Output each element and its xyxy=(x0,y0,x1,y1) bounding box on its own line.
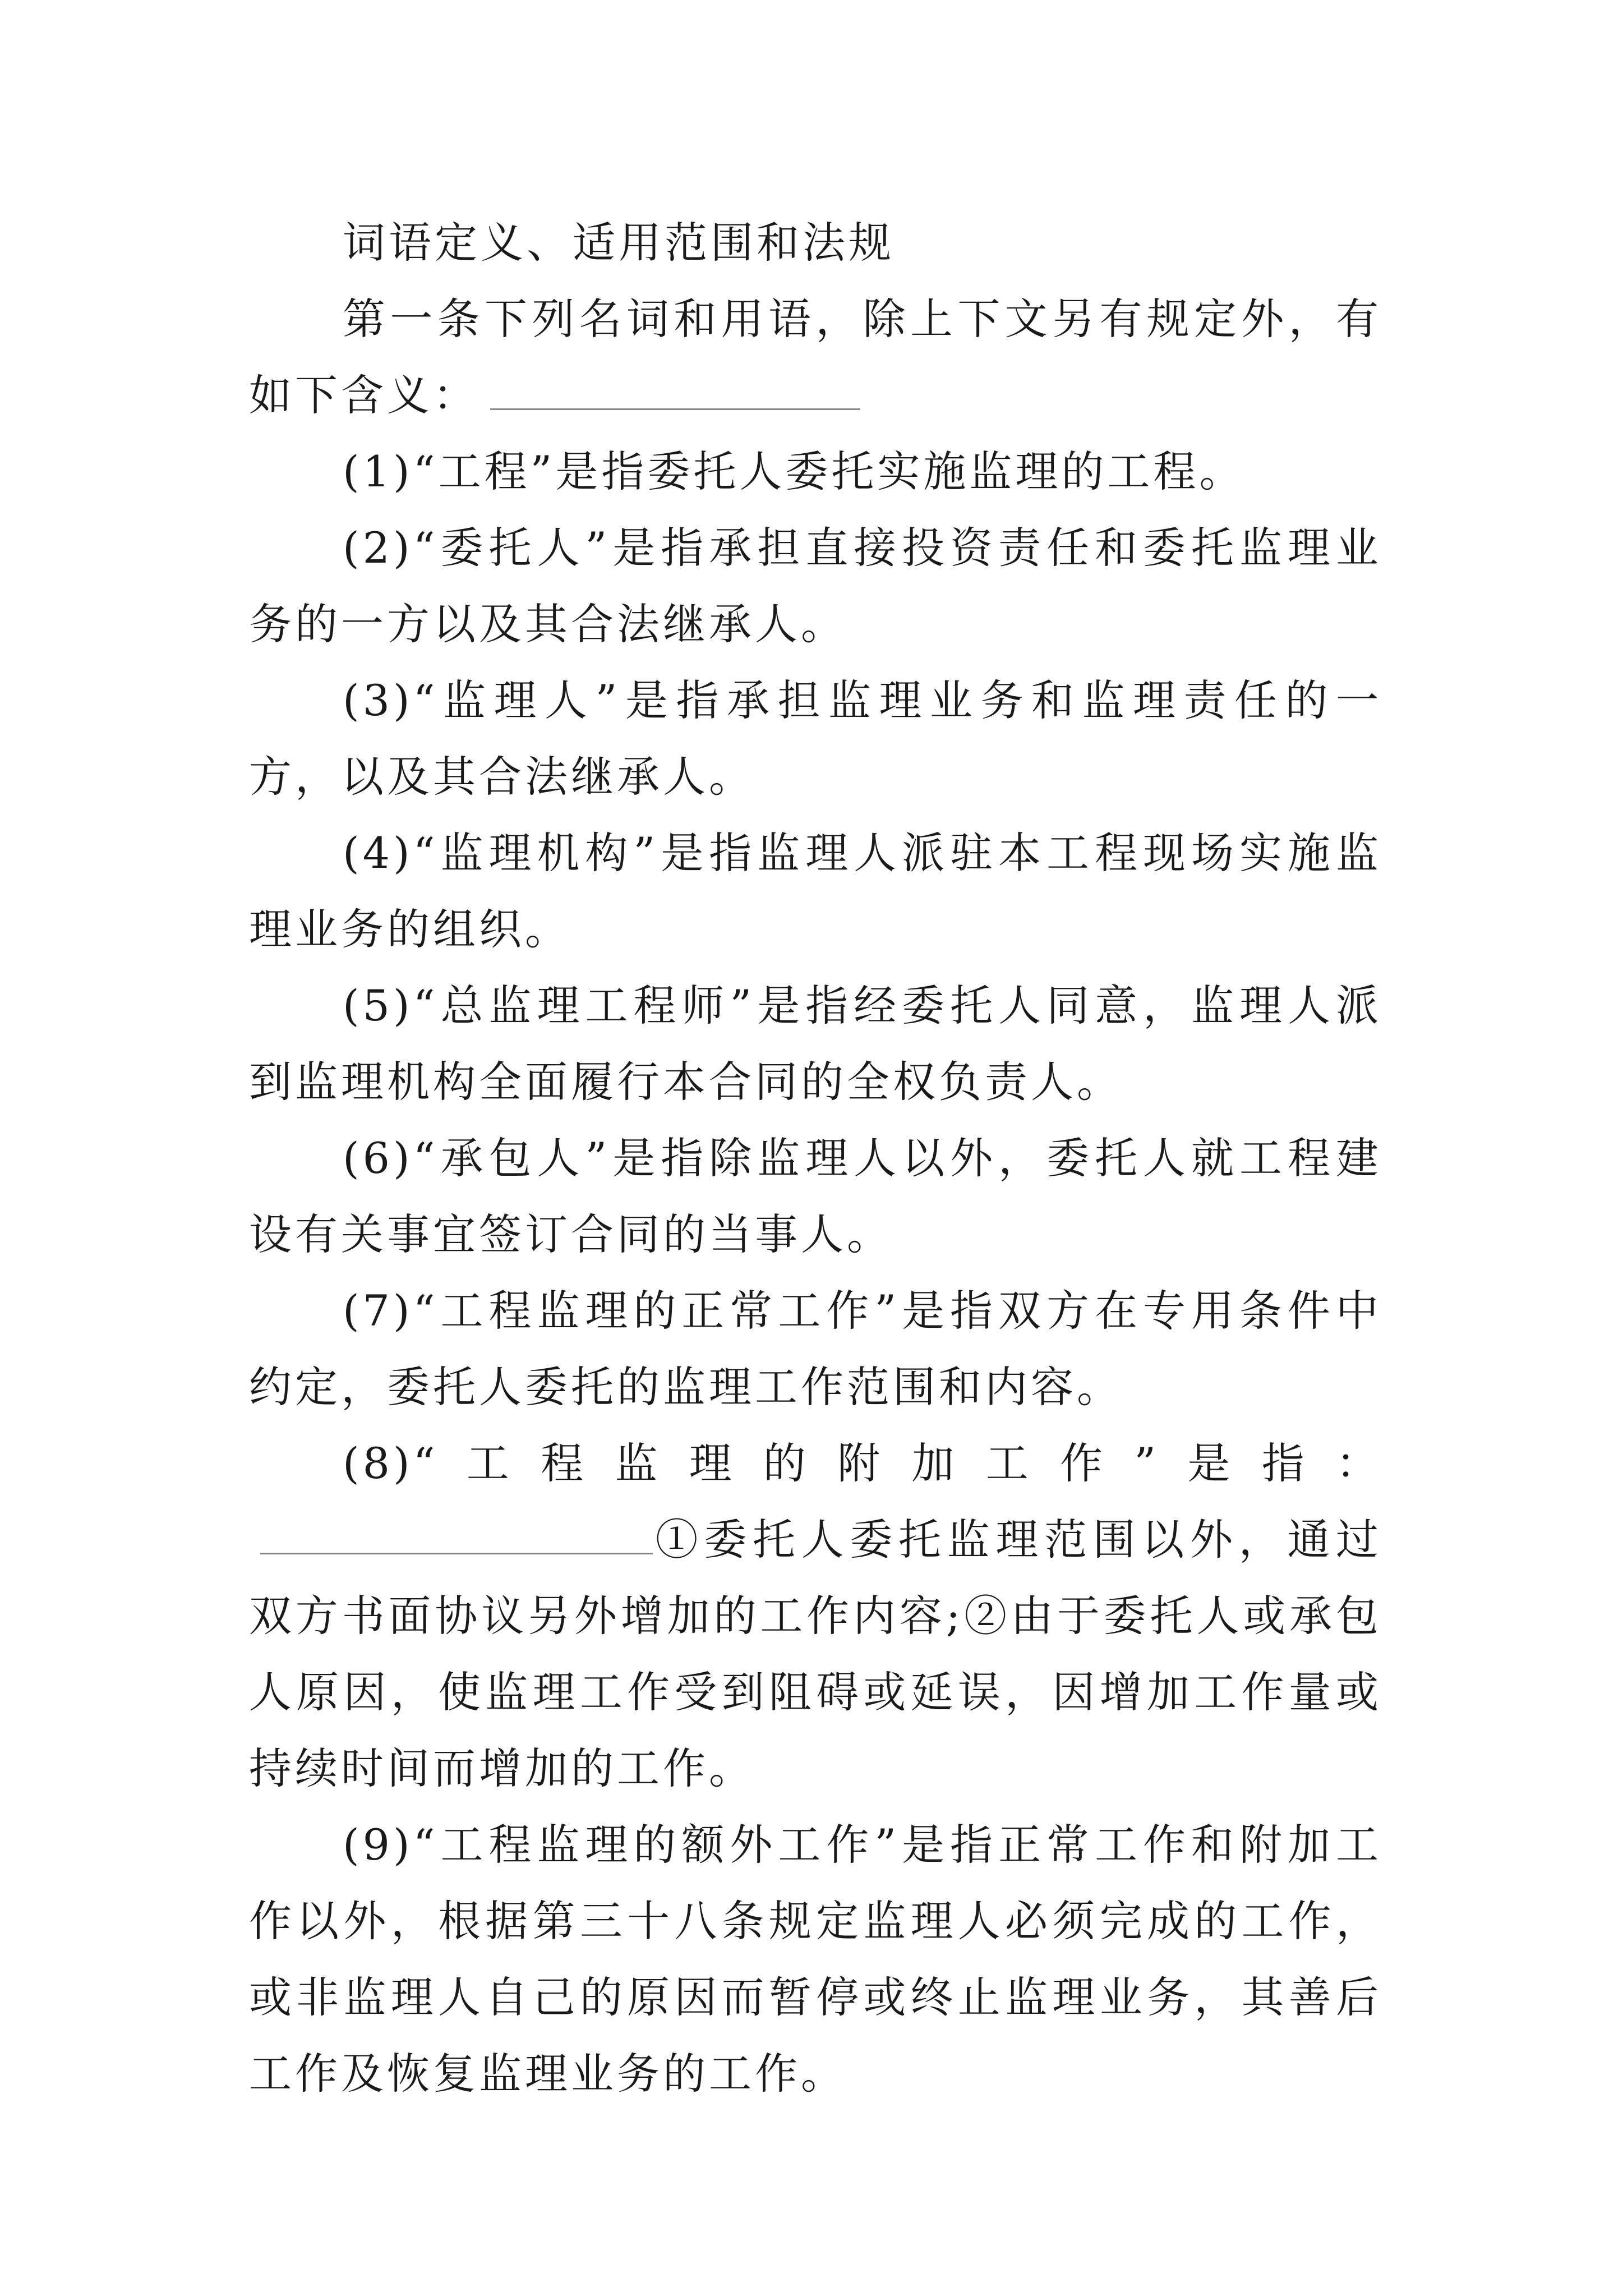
document-body xyxy=(249,205,1382,2112)
definition-item-8 xyxy=(249,1425,1382,1807)
definition-item-9: (9)“工程监理的额外工作”是指正常工作和附加工作以外，根据第三十八条规定监理人必须完成的工作，或非监理人自己的原因而暂停或终止监理业务，其善后工作及恢复监理业务的工作。 xyxy=(249,1820,1382,2099)
article-1-text: 第一条下列名词和用语，除上下文另有规定外，有如下含义： xyxy=(249,294,1382,420)
definition-item-1: (1)“工程”是指委托人委托实施监理的工程。 xyxy=(343,447,1246,496)
definition-item-8-body: ①委托人委托监理范围以外，通过双方书面协议另外增加的工作内容;②由于委托人或承包人原因，使监理工作受到阻碍或延误，因增加工作量或持续时间而增加的工作。 xyxy=(249,1515,1382,1793)
fill-in-blank[interactable] xyxy=(490,369,860,410)
article-1-intro xyxy=(249,281,1382,434)
fill-in-blank[interactable] xyxy=(260,1513,653,1554)
definition-item-5: (5)“总监理工程师”是指经委托人同意，监理人派到监理机构全面履行本合同的全权负责人。 xyxy=(249,981,1382,1107)
definition-item-7: (7)“工程监理的正常工作”是指双方在专用条件中约定，委托人委托的监理工作范围和内容。 xyxy=(249,1286,1382,1412)
section-title: 词语定义、适用范围和法规 xyxy=(343,218,895,268)
definition-item-6: (6)“承包人”是指除监理人以外，委托人就工程建设有关事宜签订合同的当事人。 xyxy=(249,1133,1382,1259)
definition-item-2: (2)“委托人”是指承担直接投资责任和委托监理业务的一方以及其合法继承人。 xyxy=(249,523,1382,649)
definition-item-8-head: (8)“工程监理的附加工作”是指： xyxy=(343,1438,1382,1488)
definition-item-4: (4)“监理机构”是指监理人派驻本工程现场实施监理业务的组织。 xyxy=(249,828,1382,954)
definition-item-3: (3)“监理人”是指承担监理业务和监理责任的一方，以及其合法继承人。 xyxy=(249,675,1382,802)
